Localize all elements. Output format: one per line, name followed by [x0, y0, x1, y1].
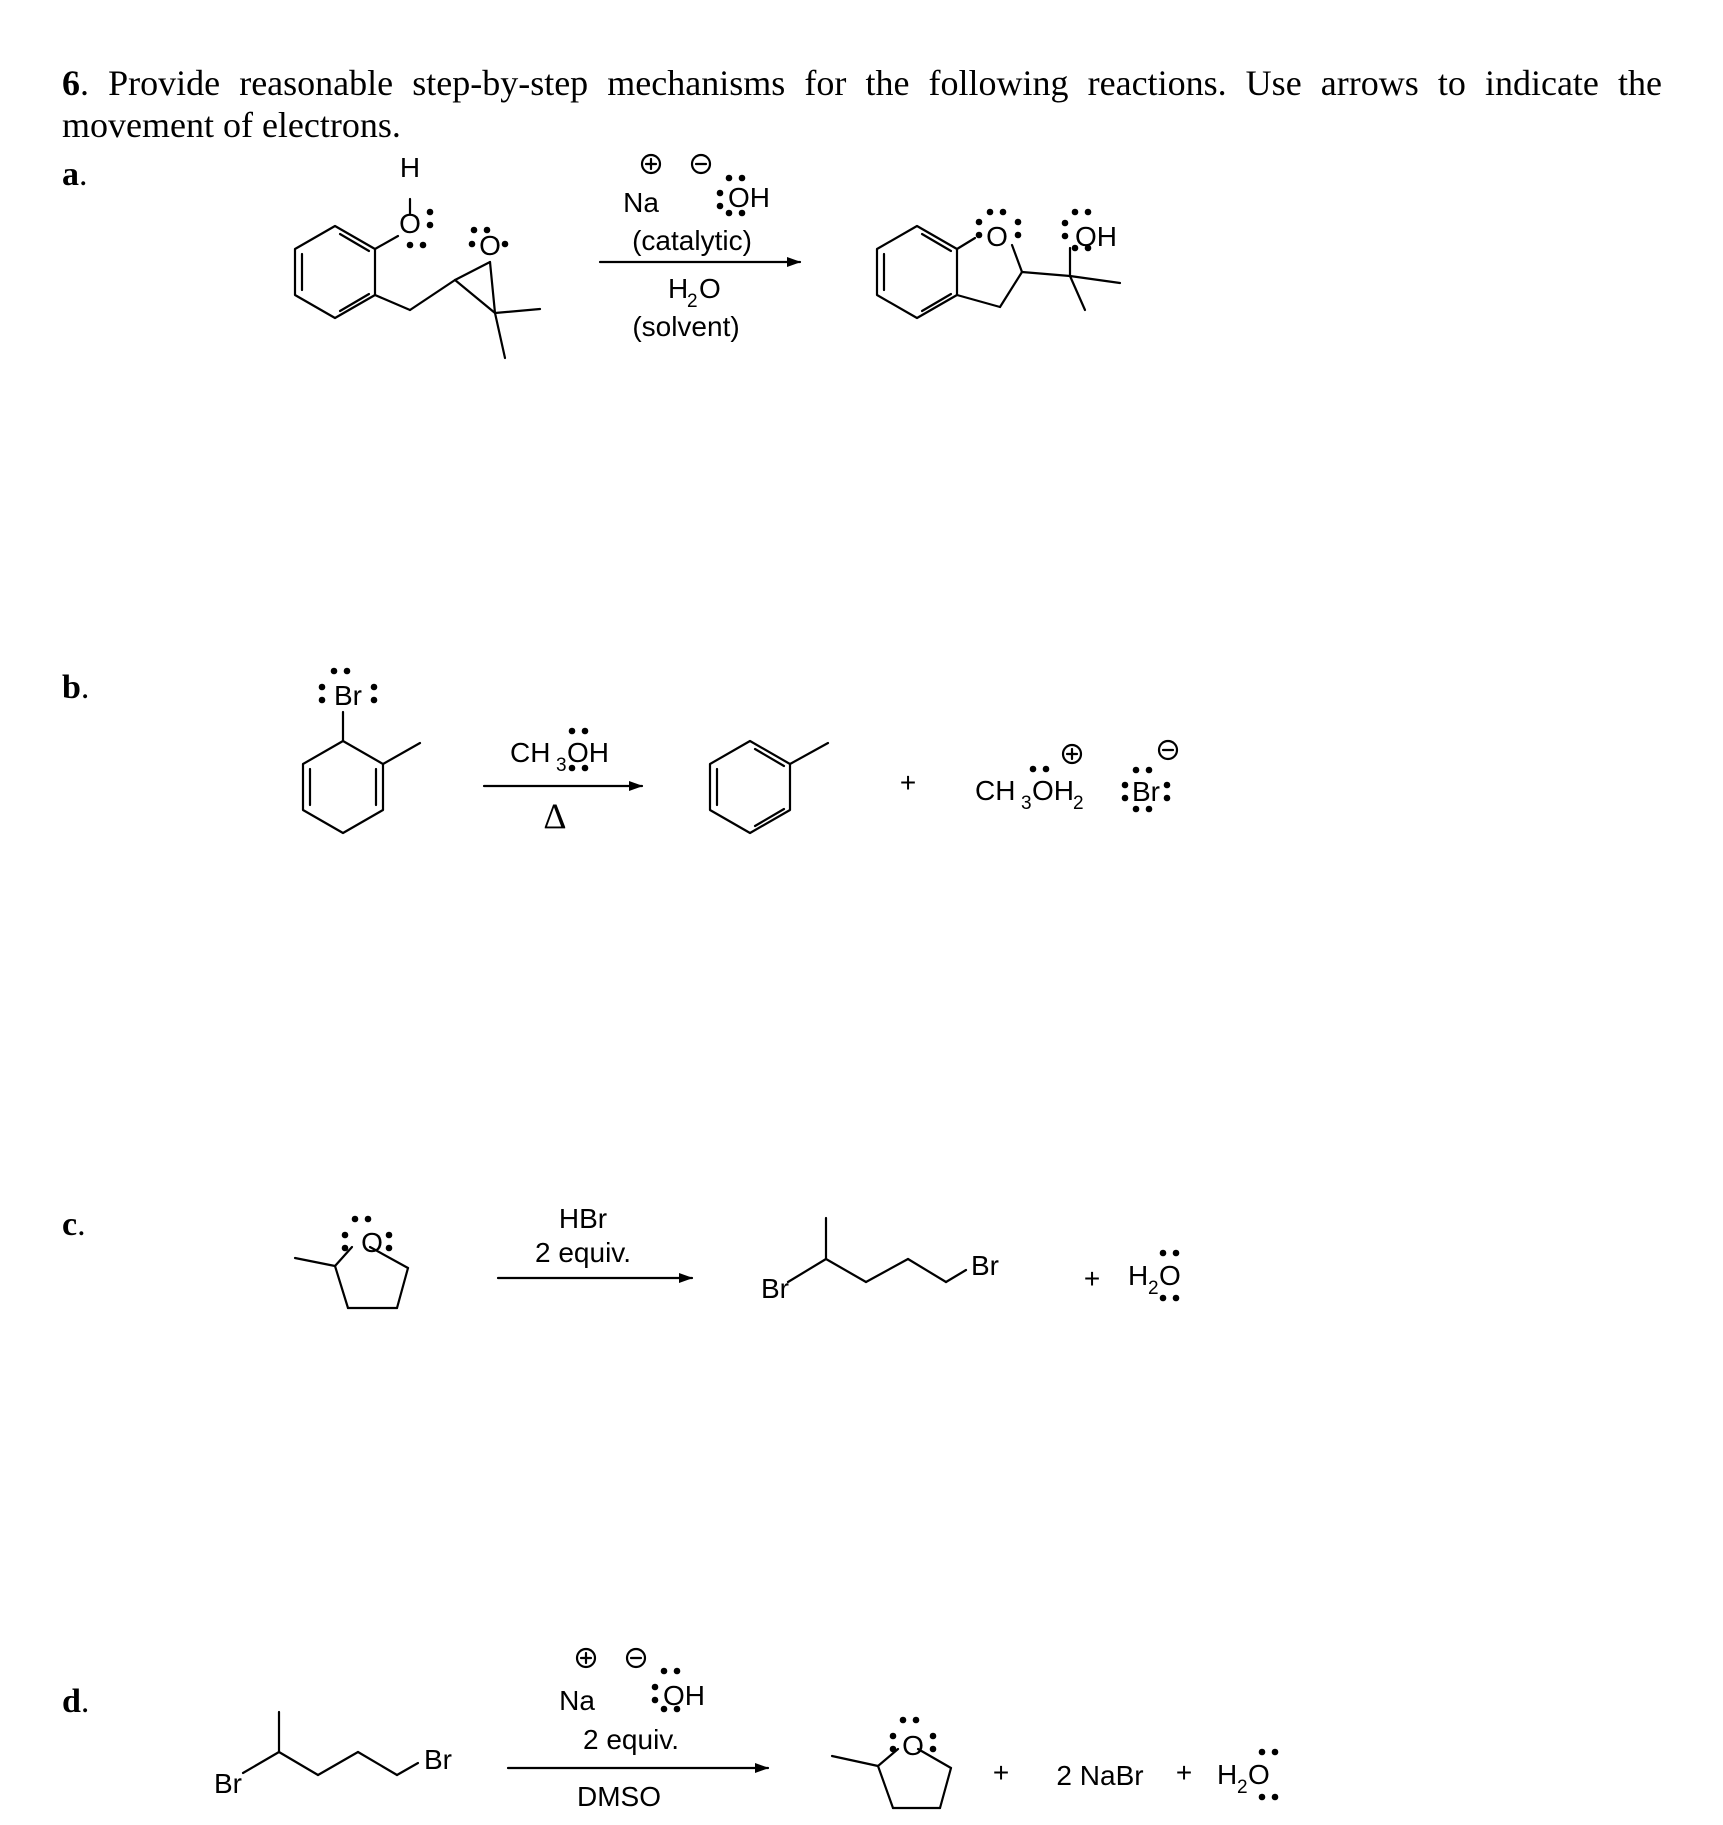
water-d-sub: 2	[1237, 1777, 1248, 1798]
reagent-c-line1: HBr	[558, 1203, 608, 1234]
reagent-a-solvent-note: (solvent)	[632, 311, 740, 342]
plus-d-2: +	[1175, 1757, 1193, 1788]
reagent-d-line2: 2 equiv.	[583, 1724, 679, 1755]
atom-O-product-a: O	[986, 221, 1008, 252]
reagent-c-line2: 2 equiv.	[535, 1237, 631, 1268]
plus-b: +	[899, 767, 917, 798]
reaction-b-product-toluene	[710, 741, 828, 833]
reagent-b-ch: CH	[510, 737, 551, 768]
plus-d-1: +	[992, 1757, 1010, 1788]
reagent-b-heat: Δ	[543, 796, 567, 836]
salt-d: 2 NaBr	[1056, 1760, 1144, 1791]
reaction-c-starting-material	[295, 1247, 408, 1308]
reagent-a-anion: OH	[728, 182, 770, 213]
part-d-label: d.	[62, 1683, 90, 1720]
reagent-a-charges	[642, 155, 710, 173]
water-c-o: O	[1159, 1260, 1181, 1291]
byproduct-b-sub3: 3	[1021, 793, 1032, 814]
part-a-label: a.	[62, 156, 88, 193]
byproduct-b-br: Br	[1132, 776, 1160, 807]
reaction-c-product	[788, 1218, 966, 1282]
byproduct-b-ch: CH	[975, 775, 1016, 806]
plus-c: +	[1083, 1263, 1101, 1294]
atom-O-hydroxyl-a: O	[399, 208, 421, 239]
reagent-d-charges	[577, 1649, 645, 1667]
question-number: 6	[62, 63, 80, 103]
water-c-h: H	[1128, 1260, 1149, 1291]
reaction-b-starting-material	[303, 712, 420, 833]
reagent-a-solvent-o: O	[699, 273, 721, 304]
atom-O-product-d: O	[902, 1730, 924, 1761]
product-c-br-right: Br	[971, 1250, 999, 1281]
reagent-d-anion: OH	[663, 1680, 705, 1711]
water-d-o: O	[1248, 1759, 1270, 1790]
reagent-a-note: (catalytic)	[632, 225, 752, 256]
water-c-sub: 2	[1148, 1278, 1159, 1299]
reagent-d-cation: Na	[559, 1685, 595, 1716]
start-d-br-left: Br	[214, 1768, 242, 1799]
part-b-label: b.	[62, 669, 90, 706]
toluene-ring	[710, 741, 790, 833]
start-d-br-right: Br	[424, 1744, 452, 1775]
question-body: . Provide reasonable step-by-step mechanisms for the following reactions. Use arrows to indicate the movement of electrons.	[62, 63, 1662, 145]
product-benzene-ring	[877, 226, 957, 318]
reaction-d-starting-material	[243, 1712, 418, 1775]
atom-H-a: H	[399, 152, 421, 183]
reagent-b-sub3: 3	[556, 755, 567, 776]
benzene-ring	[295, 226, 375, 318]
atom-OH-product-a: OH	[1075, 221, 1117, 252]
reaction-d-product	[832, 1749, 951, 1808]
byproduct-b-oh: OH	[1032, 775, 1074, 806]
byproduct-b-charges	[1063, 741, 1177, 763]
atom-O-epoxide-a: O	[479, 230, 501, 261]
atom-O-c: O	[361, 1227, 383, 1258]
atom-Br-b: Br	[334, 680, 362, 711]
reagent-d-solvent: DMSO	[577, 1781, 661, 1812]
part-c-label: c.	[62, 1206, 86, 1243]
reagent-b-oh: OH	[567, 737, 609, 768]
reagent-a-solvent-sub: 2	[687, 291, 698, 312]
reagent-a-solvent-h: H	[668, 273, 689, 304]
water-d-h: H	[1217, 1759, 1238, 1790]
reagent-a-cation: Na	[623, 187, 659, 218]
product-c-br-left: Br	[761, 1273, 789, 1304]
cyclohexadiene-ring	[303, 741, 383, 833]
byproduct-b-sub2: 2	[1073, 793, 1084, 814]
